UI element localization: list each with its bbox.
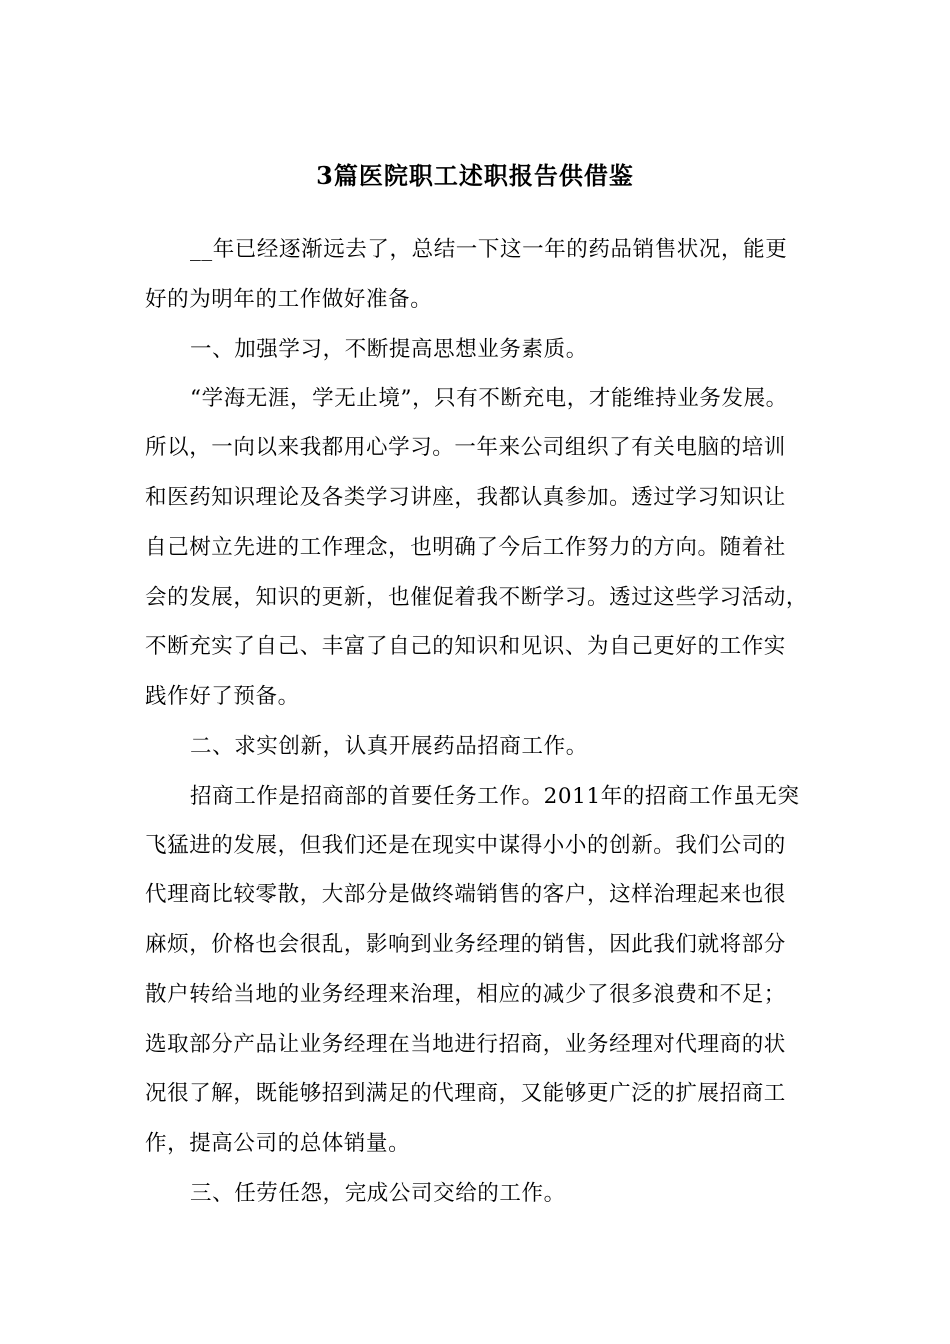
paragraph-line: 自己树立先进的工作理念，也明确了今后工作努力的方向。随着社: [145, 535, 786, 560]
paragraph-line: 飞猛进的发展，但我们还是在现实中谋得小小的创新。我们公司的: [145, 833, 786, 858]
paragraph-line: 和医药知识理论及各类学习讲座，我都认真参加。透过学习知识让: [145, 485, 786, 510]
paragraph-line: 招商工作是招商部的首要任务工作。2011年的招商工作虽无突: [190, 784, 800, 809]
section-heading: 二、求实创新，认真开展药品招商工作。: [190, 734, 588, 759]
paragraph-line: 选取部分产品让业务经理在当地进行招商，业务经理对代理商的状: [145, 1032, 786, 1057]
paragraph-line: 践作好了预备。: [145, 684, 300, 709]
section-heading: 一、加强学习，不断提高思想业务素质。: [190, 337, 588, 362]
section-heading: 三、任劳任怨，完成公司交给的工作。: [190, 1181, 566, 1206]
paragraph-line: “学海无涯，学无止境”，只有不断充电，才能维持业务发展。: [190, 386, 788, 411]
paragraph-line: __年已经逐渐远去了，总结一下这一年的药品销售状况，能更: [190, 237, 788, 262]
paragraph-line: 作，提高公司的总体销量。: [145, 1131, 411, 1156]
paragraph-line: 代理商比较零散，大部分是做终端销售的客户，这样治理起来也很: [145, 882, 786, 907]
paragraph-line: 好的为明年的工作做好准备。: [145, 287, 433, 312]
paragraph-line: 所以，一向以来我都用心学习。一年来公司组织了有关电脑的培训: [145, 435, 786, 460]
paragraph-line: 会的发展，知识的更新，也催促着我不断学习。透过这些学习活动，: [145, 585, 809, 610]
paragraph-line: 麻烦，价格也会很乱，影响到业务经理的销售，因此我们就将部分: [145, 932, 786, 957]
page-title: 3篇医院职工述职报告供借鉴: [316, 161, 634, 190]
paragraph-line: 况很了解，既能够招到满足的代理商，又能够更广泛的扩展招商工: [145, 1081, 786, 1106]
paragraph-line: 散户转给当地的业务经理来治理，相应的减少了很多浪费和不足；: [145, 982, 786, 1007]
paragraph-line: 不断充实了自己、丰富了自己的知识和见识、为自己更好的工作实: [145, 634, 786, 659]
